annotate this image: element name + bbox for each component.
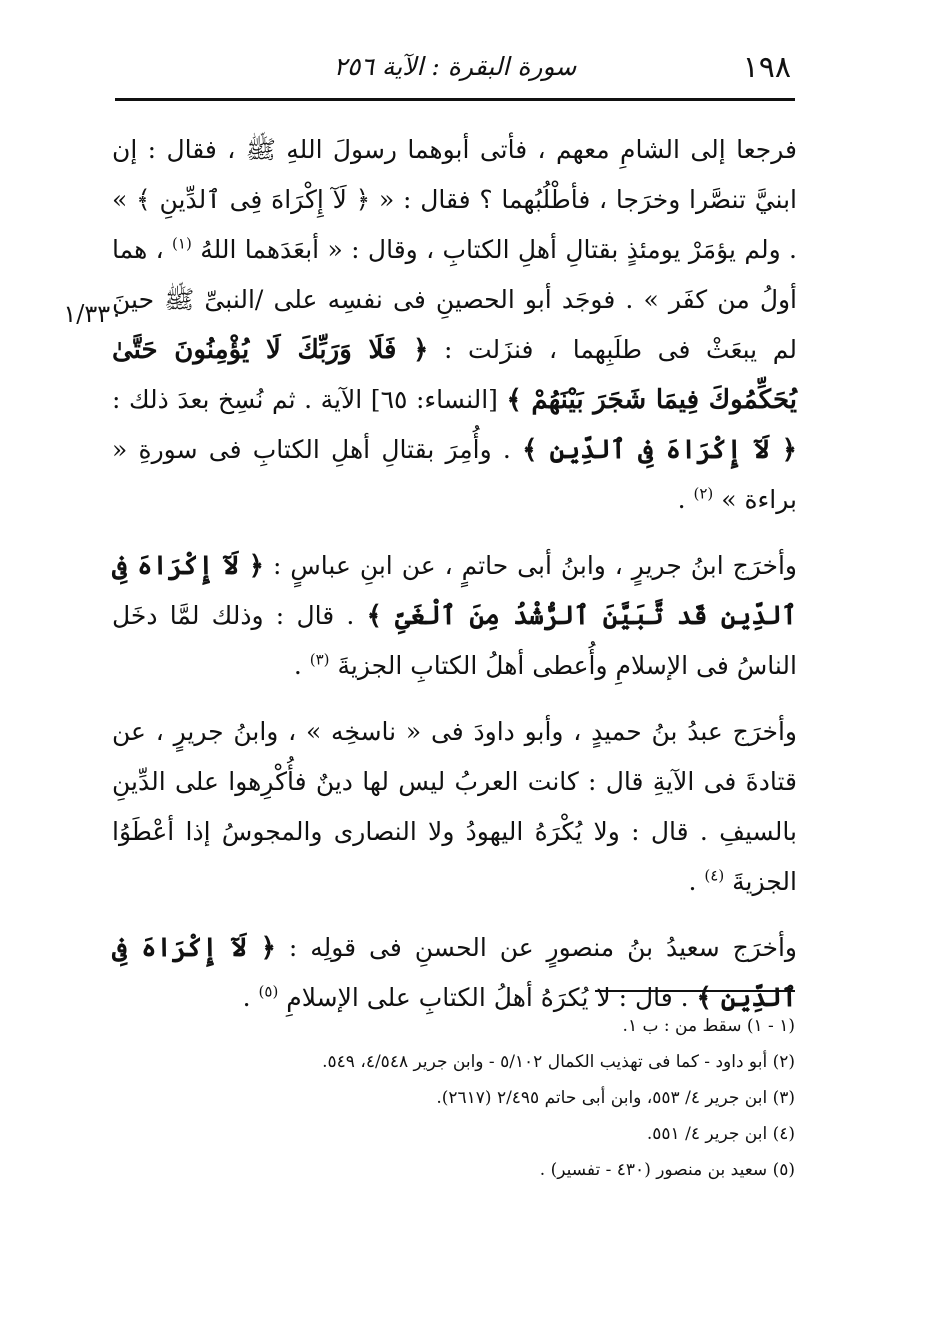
quran-verse: ﴿ لَآ إِكْرَاهَ فِى ٱلدِّينِ ﴾	[522, 435, 798, 465]
footnote: (٢) أبو داود - كما فى تهذيب الكمال ٥/١٠٢ - وابن جرير ٤/٥٤٨، ٥٤٩.	[322, 1052, 795, 1072]
paragraph-3	[112, 707, 797, 907]
quran-verse: ﴿ لَآ إِكْرَاهَ فِى ٱلدِّينِ ﴾	[112, 933, 797, 1013]
paragraph-text: . قال : وذلك لمَّا دخَل الناسُ فى الإسلامِ وأُعطى أهلُ الكتابِ الجزيةَ	[112, 601, 797, 680]
running-title: سورة البقرة : الآية ٢٥٦	[333, 52, 577, 81]
verse-reference: [النساء: ٦٥]	[370, 385, 498, 414]
footnote-marker: (٣)	[309, 650, 330, 669]
paragraph-text: وأخرَج عبدُ بنُ حميدٍ ، وأبو داودَ فى « ناسخِه » ، وابنُ جريرٍ ، عن قتادةَ فى الآيةِ قال : كانت العربُ ليس لها دينٌ فأُكْرِهوا على الدِّينِ بالسيفِ . قال : ولا يُكْرَهُ اليهودُ ولا النصارى والمجوسُ إذا أعْطَوُا الجزيةَ	[112, 717, 797, 896]
header-rule	[115, 98, 795, 101]
paragraph-text: الآية . ثم نُسِخ بعدَ ذلك :	[112, 385, 363, 414]
main-text	[112, 125, 797, 1023]
paragraph-end: .	[293, 651, 302, 680]
quran-verse: ﴿ فَلَا وَرَبِّكَ لَا يُؤْمِنُونَ حَتَّىٰ يُحَكِّمُوكَ فِيمَا شَجَرَ بَيْنَهُمْ ﴾	[112, 335, 798, 415]
footnote: (٤) ابن جرير ٤/ ٥٥١.	[646, 1124, 795, 1144]
quran-verse: ﴿ لَآ إِكْرَاهَ فِى ٱلدِّينِ قَد تَّبَيَّنَ ٱلرُّشْدُ مِنَ ٱلْغَىِّ ﴾	[112, 551, 797, 631]
paragraph-end: .	[242, 983, 251, 1012]
footnote: (١ - ١) سقط من : ب ١.	[622, 1016, 795, 1036]
page-header	[115, 46, 795, 96]
paragraph-end: .	[688, 867, 697, 896]
paragraph-text: . قال : لا يُكرَهُ أهلُ الكتابِ على الإسلامِ	[286, 983, 689, 1012]
footnote-marker: (١)	[172, 234, 192, 253]
paragraph-text: فرجعا إلى الشامِ معهم ، فأتى أبوهما رسولَ اللهِ ﷺ ، فقال : إن ابنيَّ تنصَّرا وخرَجا ، فأطْلُبُهما ؟ فقال : « ﴿ لَآ إِكْرَاهَ فِى ٱلدِّينِ ﴾ » . ولم يؤمَرْ يومئذٍ بقتالِ أهلِ الكتابِ ، وقال : « أبعَدَهما اللهُ	[112, 135, 797, 264]
paragraph-2	[112, 541, 797, 691]
footnotes	[200, 1008, 795, 1188]
paragraph-text: وأخرَج سعيدُ بنُ منصورٍ عن الحسنِ فى قولِه :	[288, 933, 797, 962]
paragraph-text: وأخرَج ابنُ جريرٍ ، وابنُ أبى حاتمٍ ، عن ابنِ عباسٍ :	[272, 551, 797, 580]
footnote-marker: (٤)	[704, 866, 725, 885]
paragraph-1	[112, 125, 797, 525]
paragraph-end: .	[677, 485, 686, 514]
paragraph-text: ، هما أولُ من كفَر » . فوجَد أبو الحصينِ فى نفسِه على /النبىِّ ﷺ حينَ لم يبعَثْ فى طلَبِهما ، فنزَلت :	[112, 235, 797, 364]
footnote: (٣) ابن جرير ٤/ ٥٥٣، وابن أبى حاتم ٢/٤٩٥ (٢٦١٧).	[436, 1088, 795, 1108]
footnote: (٥) سعيد بن منصور (٤٣٠ - تفسير) .	[539, 1160, 795, 1180]
margin-page-reference: ١/٣٣٠	[63, 300, 123, 328]
footnote-marker: (٥)	[258, 982, 279, 1001]
page-number: ١٩٨	[742, 50, 791, 85]
footnote-separator	[595, 990, 795, 992]
footnote-marker: (٢)	[693, 484, 714, 503]
paragraph-text: . وأُمِرَ بقتالِ أهلِ الكتابِ فى سورةِ « براءة »	[112, 435, 797, 514]
